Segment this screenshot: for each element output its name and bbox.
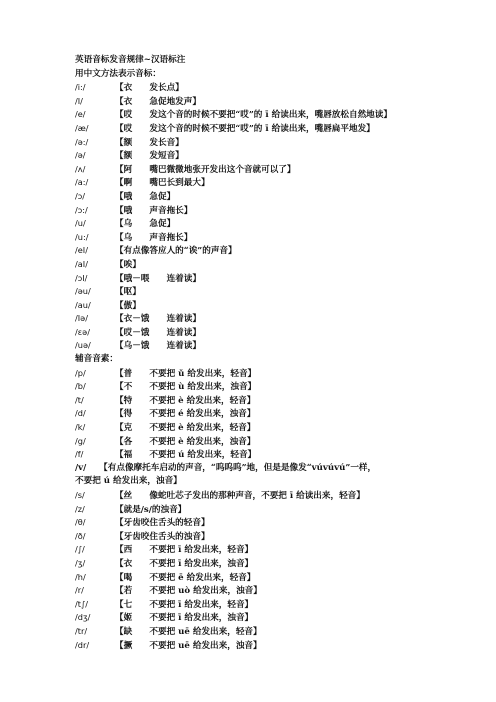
consonant-row — [75, 639, 480, 653]
document-subtitle: 用中文方法表示音标： — [75, 68, 161, 79]
phonetic-symbol: /u:/ — [75, 231, 89, 242]
pronunciation-note: 【哎 发这个音的时候不要把“哎”的 ī 给读出来，嘴唇扁平地发】 — [115, 123, 375, 134]
consonant-row — [75, 380, 480, 394]
vowel-row — [75, 299, 480, 313]
phonetic-symbol: /p/ — [75, 367, 86, 378]
phonetic-symbol: /əu/ — [75, 286, 91, 297]
phonetic-symbol: /g/ — [75, 435, 86, 446]
vowel-row — [75, 176, 480, 190]
pronunciation-note: 【哦－喂 连着读】 — [115, 273, 201, 284]
phonetic-symbol: /i:/ — [75, 82, 86, 93]
pronunciation-note: 【乌 声音拖长】 — [115, 232, 193, 243]
pronunciation-note: 【衣－饿 连着读】 — [115, 314, 201, 325]
pronunciation-note: 【额 发长音】 — [115, 137, 184, 148]
vowel-row — [75, 244, 480, 258]
consonant-row — [75, 598, 480, 612]
pronunciation-note: 【牙齿咬住舌头的轻音】 — [115, 518, 210, 529]
consonant-row — [75, 584, 480, 598]
consonant-list — [75, 367, 480, 462]
phonetic-symbol: /z/ — [75, 503, 85, 514]
consonant-row — [75, 557, 480, 571]
vowel-row — [75, 326, 480, 340]
pronunciation-note: 【唉】 — [115, 259, 141, 270]
phonetic-symbol: /θ/ — [75, 517, 86, 528]
phonetic-symbol: /aI/ — [75, 258, 88, 269]
pronunciation-note: 【乌 急促】 — [115, 219, 176, 230]
consonant-row — [75, 421, 480, 435]
phonetic-symbol: /dʒ/ — [75, 612, 91, 623]
consonant-row — [75, 407, 480, 421]
vowel-row — [75, 190, 480, 204]
pronunciation-note: 【啊 嘴巴长到最大】 — [115, 178, 210, 189]
phonetic-symbol: /ə/ — [75, 150, 86, 161]
pronunciation-note: 【乌－饿 连着读】 — [115, 341, 201, 352]
pronunciation-note: 【衣 不要把 ī 给发出来，浊音】 — [115, 558, 254, 569]
vowel-row — [75, 231, 480, 245]
pronunciation-note: 【衣 发长点】 — [115, 83, 184, 94]
phonetic-symbol: /k/ — [75, 422, 86, 433]
phonetic-symbol: /tr/ — [75, 625, 88, 636]
consonant-row — [75, 367, 480, 381]
phonetic-symbol: /∫/ — [75, 544, 85, 555]
pronunciation-note: 【普 不要把 ǔ 给发出来，轻音】 — [115, 368, 257, 379]
pronunciation-note: 【克 不要把 è 给发出来，轻音】 — [115, 423, 256, 434]
phonetic-symbol: /b/ — [75, 381, 86, 392]
vowel-row — [75, 95, 480, 109]
vowel-row — [75, 339, 480, 353]
phonetic-symbol: /eI/ — [75, 245, 88, 256]
consonant-row — [75, 394, 480, 408]
vowel-row — [75, 285, 480, 299]
vowel-row — [75, 163, 480, 177]
pronunciation-note: 【牙齿咬住舌头的浊音】 — [115, 531, 210, 542]
consonant-row — [75, 503, 480, 517]
vowel-row — [75, 122, 480, 136]
pronunciation-note: 【西 不要把 ī 给发出来，轻音】 — [115, 545, 254, 556]
consonants-heading: 辅音音素： — [75, 354, 118, 365]
document-title: 英语音标发音规律~汉语标注 — [75, 55, 186, 65]
phonetic-symbol: /I/ — [75, 95, 83, 106]
phonetic-symbol: /Iə/ — [75, 313, 88, 324]
consonant-row — [75, 543, 480, 557]
pronunciation-note: 【七 不要把 ī 给发出来，轻音】 — [115, 599, 254, 610]
phonetic-symbol: /εə/ — [75, 326, 90, 337]
vowel-row — [75, 108, 480, 122]
consonant-v-line-2: 不要把 ú 给发出来，浊音】 — [75, 476, 182, 487]
pronunciation-note: 【福 不要把 ú 给发出来，轻音】 — [115, 450, 257, 461]
phonetic-symbol: /dr/ — [75, 639, 90, 650]
pronunciation-note: 【傲】 — [115, 300, 141, 311]
consonant-row — [75, 571, 480, 585]
vowel-row — [75, 81, 480, 95]
pronunciation-note: 【撅 不要把 uē 给发出来，浊音】 — [115, 640, 262, 651]
consonant-row — [75, 489, 480, 503]
phonetic-symbol: /ð/ — [75, 530, 86, 541]
vowel-row — [75, 312, 480, 326]
pronunciation-note: 【各 不要把 è 给发出来，浊音】 — [115, 436, 256, 447]
phonetic-symbol: /æ/ — [75, 122, 89, 133]
pronunciation-note: 【哦 急促】 — [115, 191, 176, 202]
phonetic-symbol: /d/ — [75, 408, 86, 419]
phonetic-symbol: /h/ — [75, 571, 86, 582]
phonetic-symbol: /f/ — [75, 449, 84, 460]
phonetic-symbol: /ɔ:/ — [75, 204, 88, 215]
phonetic-symbol: /ɔI/ — [75, 272, 88, 283]
consonant-row — [75, 448, 480, 462]
pronunciation-note: 【特 不要把 è 给发出来，轻音】 — [115, 395, 256, 406]
consonant-row — [75, 435, 480, 449]
pronunciation-note: 【哦 声音拖长】 — [115, 205, 193, 216]
phonetic-symbol: /t∫/ — [75, 598, 88, 609]
consonant-row — [75, 625, 480, 639]
phonetic-symbol: /ɔ/ — [75, 190, 86, 201]
phonetic-symbol: /ʒ/ — [75, 557, 86, 568]
vowel-row — [75, 258, 480, 272]
pronunciation-note: 【就是/s/的浊音】 — [115, 504, 187, 515]
vowel-row — [75, 272, 480, 286]
phonetic-symbol: /ʌ/ — [75, 163, 86, 174]
pronunciation-note: 【喝 不要把 ē 给发出来，轻音】 — [115, 572, 256, 583]
pronunciation-note: 【哎 发这个音的时候不要把“哎”的 ī 给读出来，嘴唇放松自然地读】 — [115, 110, 392, 121]
phonetic-symbol: /au/ — [75, 299, 91, 310]
vowel-row — [75, 204, 480, 218]
pronunciation-note: 【哎－饿 连着读】 — [115, 327, 201, 338]
phonetic-symbol: /uə/ — [75, 340, 91, 351]
consonant-row — [75, 611, 480, 625]
pronunciation-note: 【不 不要把 ù 给发出来，浊音】 — [115, 382, 257, 393]
pronunciation-note: 【阿 嘴巴微微地张开发出这个音就可以了】 — [115, 164, 296, 175]
pronunciation-note: 【缺 不要把 uē 给发出来，轻音】 — [115, 626, 262, 637]
pronunciation-note: 【姬 不要把 ī 给发出来，浊音】 — [115, 613, 254, 624]
pronunciation-note: 【衣 急促地发声】 — [115, 96, 201, 107]
consonant-row — [75, 516, 480, 530]
phonetic-symbol: /ə:/ — [75, 136, 89, 147]
phonetic-symbol: /r/ — [75, 585, 84, 596]
pronunciation-note: 【得 不要把 é 给发出来，浊音】 — [115, 409, 256, 420]
vowel-row — [75, 217, 480, 231]
consonant-list-continued — [75, 489, 480, 652]
pronunciation-note: 【有点像答应人的“诶”的声音】 — [115, 246, 237, 257]
vowel-row — [75, 136, 480, 150]
vowel-list — [75, 81, 480, 353]
vowel-row — [75, 149, 480, 163]
phonetic-symbol: /e/ — [75, 109, 86, 120]
phonetic-symbol: /a:/ — [75, 177, 89, 188]
document-page — [75, 54, 480, 652]
pronunciation-note: 【呕】 — [115, 287, 141, 298]
phonetic-symbol: /u/ — [75, 218, 86, 229]
consonant-v-line-1: /v/ 【有点像摩托车启动的声音，“呜呜呜”地，但是是像发“vúvúvú”一样， — [75, 462, 377, 473]
pronunciation-note: 【若 不要把 uò 给发出来，浊音】 — [115, 586, 262, 597]
pronunciation-note: 【丝 像蛇吐芯子发出的那种声音，不要把 ī 给读出来，轻音】 — [115, 491, 365, 501]
consonant-row — [75, 530, 480, 544]
phonetic-symbol: /t/ — [75, 394, 84, 405]
pronunciation-note: 【额 发短音】 — [115, 151, 184, 162]
phonetic-symbol: /s/ — [75, 490, 85, 500]
